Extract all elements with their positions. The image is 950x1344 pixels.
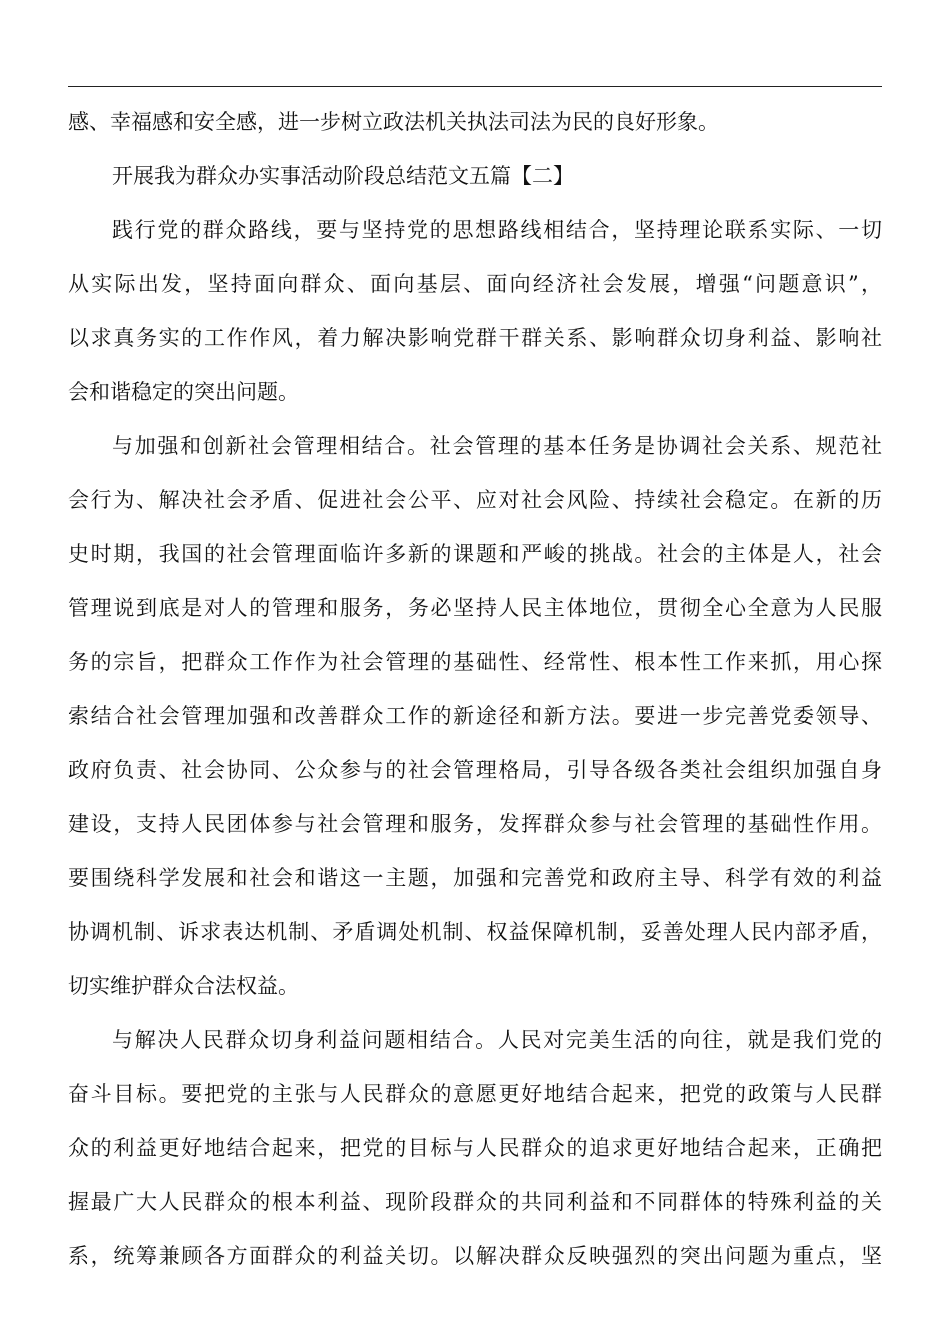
text-line: 会和谐稳定的突出问题。 [68,380,299,404]
text-line: 从实际出发，坚持面向群众、面向基层、面向经济社会发展，增强“问题意识”， [68,272,882,296]
text-line: 握最广大人民群众的根本利益、现阶段群众的共同利益和不同群体的特殊利益的关 [68,1190,882,1214]
text-line: 管理说到底是对人的管理和服务，务必坚持人民主体地位，贯彻全心全意为人民服 [68,596,882,620]
text-line: 政府负责、社会协同、公众参与的社会管理格局，引导各级各类社会组织加强自身 [68,758,882,782]
text-line: 践行党的群众路线，要与坚持党的思想路线相结合，坚持理论联系实际、一切 [112,218,882,242]
document-body [68,95,882,1283]
text-line: 务的宗旨，把群众工作作为社会管理的基础性、经常性、根本性工作来抓，用心探 [68,650,882,674]
text-line: 建设，支持人民团体参与社会管理和服务，发挥群众参与社会管理的基础性作用。 [68,812,882,836]
text-line: 系，统筹兼顾各方面群众的利益关切。以解决群众反映强烈的突出问题为重点，坚 [68,1244,882,1268]
text-line: 众的利益更好地结合起来，把党的目标与人民群众的追求更好地结合起来，正确把 [68,1136,882,1160]
text-line: 与加强和创新社会管理相结合。社会管理的基本任务是协调社会关系、规范社 [112,434,882,458]
text-line: 要围绕科学发展和社会和谐这一主题，加强和完善党和政府主导、科学有效的利益 [68,866,882,890]
text-line: 史时期，我国的社会管理面临许多新的课题和严峻的挑战。社会的主体是人，社会 [68,542,882,566]
text-line: 会行为、解决社会矛盾、促进社会公平、应对社会风险、持续社会稳定。在新的历 [68,488,882,512]
section-heading: 开展我为群众办实事活动阶段总结范文五篇【二】 [112,164,574,188]
text-line: 协调机制、诉求表达机制、矛盾调处机制、权益保障机制，妥善处理人民内部矛盾， [68,920,882,944]
text-line: 奋斗目标。要把党的主张与人民群众的意愿更好地结合起来，把党的政策与人民群 [68,1082,882,1106]
text-line: 与解决人民群众切身利益问题相结合。人民对完美生活的向往，就是我们党的 [112,1028,882,1052]
header-rule [68,86,882,87]
text-line: 切实维护群众合法权益。 [68,974,299,998]
text-line: 以求真务实的工作作风，着力解决影响党群干群关系、影响群众切身利益、影响社 [68,326,882,350]
text-line: 感、幸福感和安全感，进一步树立政法机关执法司法为民的良好形象。 [68,110,719,134]
text-line: 索结合社会管理加强和改善群众工作的新途径和新方法。要进一步完善党委领导、 [68,704,882,728]
